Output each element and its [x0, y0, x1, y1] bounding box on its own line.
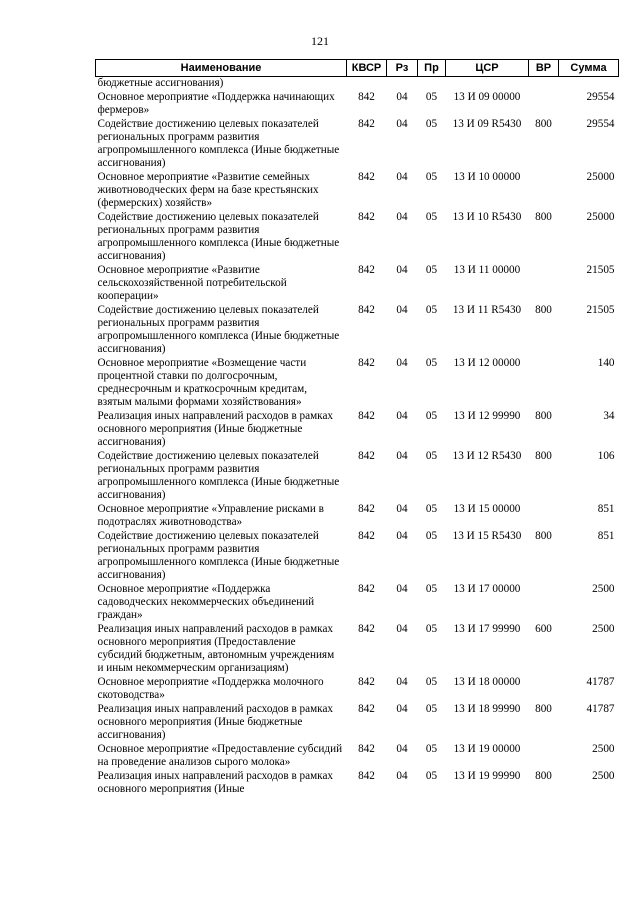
table-row: [96, 623, 619, 676]
cell-kvsr: 842: [358, 770, 375, 782]
cell-pr: [418, 77, 446, 92]
cell-name: бюджетные ассигнования): [97, 77, 224, 89]
cell-kvsr: [347, 77, 387, 92]
cell-name: Основное мероприятие «Управление рисками в подотраслях животноводства»: [97, 503, 324, 528]
header-csr: ЦСР: [446, 60, 529, 77]
cell-sum: 25000: [586, 171, 615, 183]
cell-name: Реализация иных направлений расходов в рамках основного мероприятия (Предоставление субсидий бюджетным, автономным учреждениям и иным некоммерческим организациям): [97, 623, 335, 674]
cell-rz: [387, 77, 418, 92]
cell-vr: [529, 357, 559, 410]
cell-csr: 13 И 10 R5430: [452, 211, 522, 223]
cell-csr: 13 И 18 99990: [453, 703, 521, 715]
cell-csr: 13 И 17 00000: [453, 583, 521, 595]
table-row: [96, 91, 619, 118]
table-row: [96, 770, 619, 797]
cell-rz: 04: [396, 357, 408, 369]
cell-pr: 05: [425, 743, 438, 755]
cell-name: Основное мероприятие «Возмещение части процентной ставки по долгосрочным, среднесрочным и краткосрочным кредитам, взятым малыми формами хозяйствования»: [97, 357, 308, 408]
cell-vr: [529, 676, 559, 703]
table-row: [96, 211, 619, 264]
cell-kvsr: 842: [358, 676, 375, 688]
cell-rz: 04: [396, 91, 408, 103]
cell-sum: [559, 77, 619, 92]
cell-pr: 05: [425, 264, 438, 276]
cell-csr: [446, 77, 529, 92]
cell-vr: [529, 743, 559, 770]
cell-sum: 29554: [586, 91, 615, 103]
cell-kvsr: 842: [358, 171, 375, 183]
cell-rz: 04: [396, 118, 408, 130]
cell-vr: [529, 171, 559, 211]
cell-vr: 800: [535, 450, 552, 462]
cell-vr: [529, 77, 559, 92]
cell-pr: 05: [425, 91, 438, 103]
cell-pr: 05: [425, 357, 438, 369]
cell-rz: 04: [396, 304, 408, 316]
cell-sum: 21505: [586, 264, 615, 276]
cell-sum: 2500: [592, 583, 615, 595]
cell-name: Содействие достижению целевых показателей региональных программ развития агропромышленного комплекса (Иные бюджетные ассигнования): [97, 211, 340, 262]
cell-rz: 04: [396, 171, 408, 183]
cell-csr: 13 И 10 00000: [453, 171, 521, 183]
cell-rz: 04: [396, 410, 408, 422]
cell-kvsr: 842: [358, 503, 375, 515]
cell-name: Содействие достижению целевых показателей региональных программ развития агропромышленного комплекса (Иные бюджетные ассигнования): [97, 118, 340, 169]
cell-pr: 05: [425, 676, 438, 688]
cell-sum: 106: [597, 450, 615, 462]
header-rz: Рз: [387, 60, 418, 77]
cell-vr: 600: [535, 623, 552, 635]
cell-pr: 05: [425, 450, 438, 462]
cell-vr: 800: [535, 118, 552, 130]
cell-kvsr: 842: [358, 410, 375, 422]
budget-table: [95, 59, 619, 797]
cell-vr: 800: [535, 211, 552, 223]
cell-csr: 13 И 11 00000: [453, 264, 521, 276]
cell-rz: 04: [396, 770, 408, 782]
cell-sum: 29554: [586, 118, 615, 130]
table-row: [96, 743, 619, 770]
cell-csr: 13 И 19 99990: [453, 770, 521, 782]
cell-sum: 140: [597, 357, 615, 369]
cell-name: Реализация иных направлений расходов в рамках основного мероприятия (Иные бюджетные ассигнования): [97, 410, 334, 448]
cell-kvsr: 842: [358, 530, 375, 542]
cell-kvsr: 842: [358, 583, 375, 595]
cell-rz: 04: [396, 743, 408, 755]
cell-sum: 34: [603, 410, 615, 422]
cell-csr: 13 И 15 00000: [453, 503, 521, 515]
cell-csr: 13 И 09 00000: [453, 91, 521, 103]
cell-rz: 04: [396, 676, 408, 688]
cell-kvsr: 842: [358, 304, 375, 316]
cell-name: Содействие достижению целевых показателей региональных программ развития агропромышленного комплекса (Иные бюджетные ассигнования): [97, 304, 340, 355]
cell-kvsr: 842: [358, 118, 375, 130]
cell-name: Основное мероприятие «Поддержка начинающих фермеров»: [97, 91, 335, 116]
cell-pr: 05: [425, 770, 438, 782]
cell-csr: 13 И 17 99990: [453, 623, 521, 635]
cell-pr: 05: [425, 530, 438, 542]
table-row: [96, 583, 619, 623]
cell-vr: 800: [535, 703, 552, 715]
cell-csr: 13 И 09 R5430: [452, 118, 522, 130]
cell-vr: 800: [535, 304, 552, 316]
cell-sum: 25000: [586, 211, 615, 223]
cell-csr: 13 И 12 99990: [453, 410, 521, 422]
cell-rz: 04: [396, 703, 408, 715]
cell-vr: [529, 91, 559, 118]
table-row: [96, 171, 619, 211]
cell-vr: [529, 264, 559, 304]
cell-kvsr: 842: [358, 743, 375, 755]
cell-rz: 04: [396, 211, 408, 223]
cell-csr: 13 И 12 R5430: [452, 450, 522, 462]
table-row: [96, 530, 619, 583]
cell-rz: 04: [396, 530, 408, 542]
cell-rz: 04: [396, 450, 408, 462]
cell-name: Основное мероприятие «Поддержка садоводческих некоммерческих объединений граждан»: [97, 583, 315, 621]
cell-sum: 21505: [586, 304, 615, 316]
header-vr: ВР: [529, 60, 559, 77]
cell-sum: 41787: [586, 676, 615, 688]
cell-kvsr: 842: [358, 211, 375, 223]
cell-pr: 05: [425, 171, 438, 183]
table-row: [96, 357, 619, 410]
cell-sum: 2500: [592, 743, 615, 755]
table-row: [96, 264, 619, 304]
cell-name: Основное мероприятие «Развитие семейных животноводческих ферм на базе крестьянских (фермерских) хозяйств»: [97, 171, 319, 209]
cell-sum: 41787: [586, 703, 615, 715]
header-name: Наименование: [96, 60, 347, 77]
cell-vr: [529, 503, 559, 530]
cell-kvsr: 842: [358, 357, 375, 369]
cell-rz: 04: [396, 583, 408, 595]
cell-kvsr: 842: [358, 623, 375, 635]
table-row: [96, 703, 619, 743]
cell-kvsr: 842: [358, 264, 375, 276]
header-pr: Пр: [418, 60, 446, 77]
table-row: [96, 450, 619, 503]
cell-kvsr: 842: [358, 450, 375, 462]
cell-pr: 05: [425, 623, 438, 635]
cell-csr: 13 И 15 R5430: [452, 530, 522, 542]
cell-vr: 800: [535, 770, 552, 782]
cell-name: Содействие достижению целевых показателей региональных программ развития агропромышленного комплекса (Иные бюджетные ассигнования): [97, 530, 340, 581]
cell-vr: 800: [535, 530, 552, 542]
table-row: [96, 503, 619, 530]
table-row: [96, 118, 619, 171]
cell-pr: 05: [425, 211, 438, 223]
table-row: [96, 77, 619, 92]
cell-csr: 13 И 18 00000: [453, 676, 521, 688]
cell-pr: 05: [425, 118, 438, 130]
cell-sum: 851: [597, 530, 615, 542]
cell-sum: 2500: [592, 770, 615, 782]
table-row: [96, 304, 619, 357]
cell-csr: 13 И 11 R5430: [452, 304, 522, 316]
cell-sum: 851: [597, 503, 615, 515]
cell-pr: 05: [425, 503, 438, 515]
cell-name: Содействие достижению целевых показателей региональных программ развития агропромышленного комплекса (Иные бюджетные ассигнования): [97, 450, 340, 501]
table-row: [96, 410, 619, 450]
table-row: [96, 676, 619, 703]
cell-name: Реализация иных направлений расходов в рамках основного мероприятия (Иные: [97, 770, 334, 795]
cell-kvsr: 842: [358, 91, 375, 103]
header-sum: Сумма: [559, 60, 619, 77]
cell-name: Реализация иных направлений расходов в рамках основного мероприятия (Иные бюджетные ассигнования): [97, 703, 334, 741]
cell-rz: 04: [396, 623, 408, 635]
header-kvsr: КВСР: [347, 60, 387, 77]
cell-name: Основное мероприятие «Предоставление субсидий на проведение анализов сырого молока»: [97, 743, 343, 768]
cell-rz: 04: [396, 503, 408, 515]
table-header-row: [96, 60, 619, 77]
cell-sum: 2500: [592, 623, 615, 635]
cell-pr: 05: [425, 583, 438, 595]
cell-pr: 05: [425, 410, 438, 422]
cell-name: Основное мероприятие «Развитие сельскохозяйственной потребительской кооперации»: [97, 264, 287, 302]
table-body: [96, 77, 619, 798]
cell-csr: 13 И 12 00000: [453, 357, 521, 369]
cell-pr: 05: [425, 304, 438, 316]
cell-name: Основное мероприятие «Поддержка молочного скотоводства»: [97, 676, 324, 701]
page-number: 121: [311, 34, 329, 48]
cell-vr: [529, 583, 559, 623]
cell-pr: 05: [425, 703, 438, 715]
cell-kvsr: 842: [358, 703, 375, 715]
cell-csr: 13 И 19 00000: [453, 743, 521, 755]
cell-vr: 800: [535, 410, 552, 422]
cell-rz: 04: [396, 264, 408, 276]
